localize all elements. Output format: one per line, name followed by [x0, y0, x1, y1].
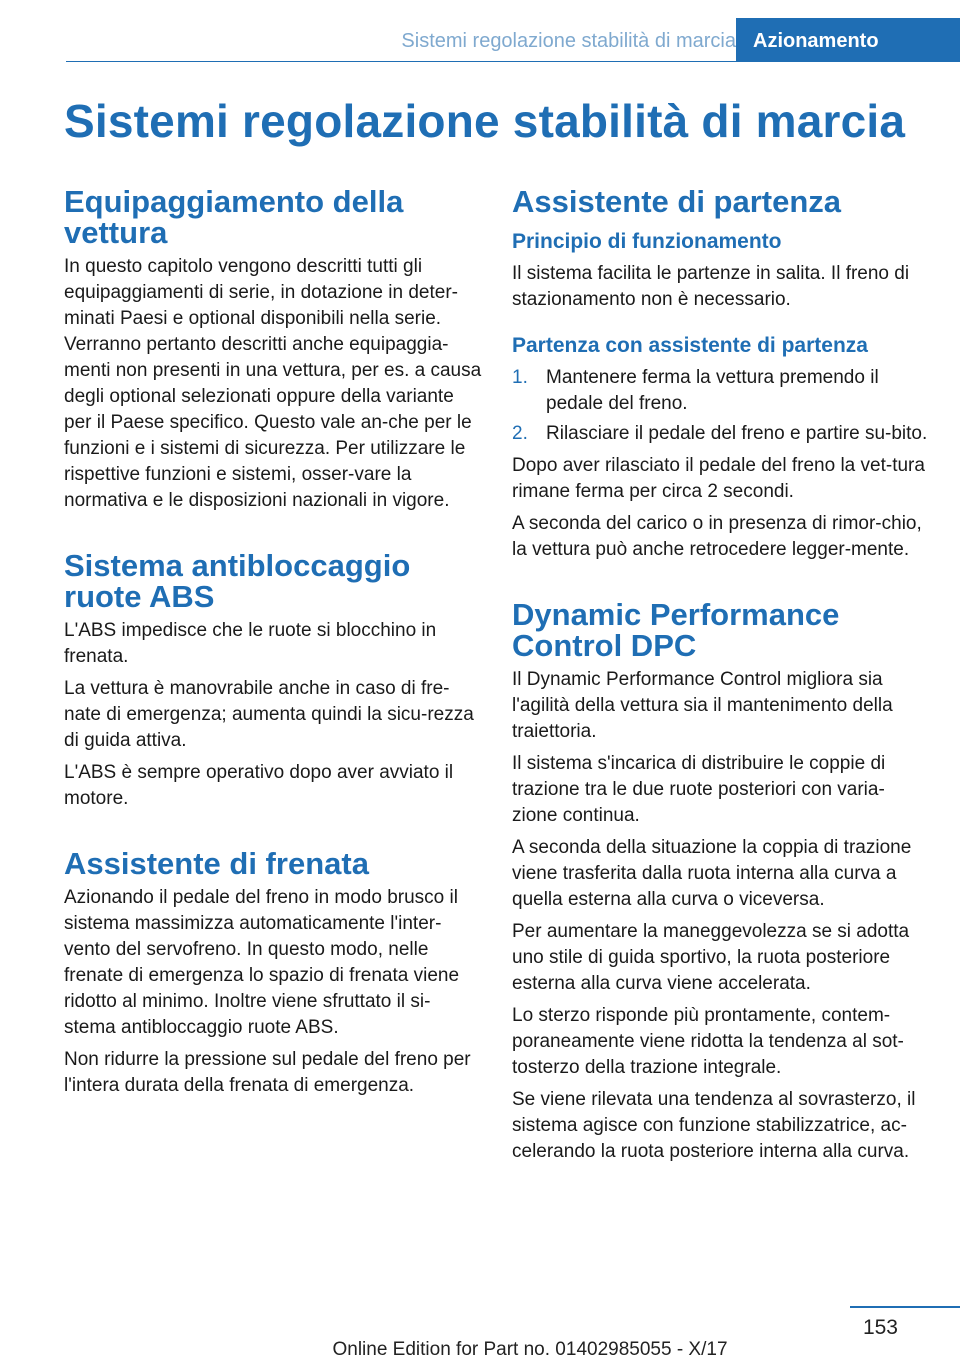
paragraph: Dopo aver rilasciato il pedale del freno la vet-tura rimane ferma per circa 2 secondi. — [512, 455, 925, 502]
paragraph: Il sistema facilita le partenze in salita. Il freno di stazionamento non è necessario. — [512, 263, 910, 310]
step-number: 2. — [512, 423, 528, 444]
header-chapter-tab: Azionamento — [736, 18, 960, 62]
heading-assistente-partenza: Assistente di partenza — [512, 184, 842, 219]
footer-rule — [850, 1306, 960, 1308]
paragraph: A seconda del carico o in presenza di rimor-chio, la vettura può anche retrocedere legger-mente. — [512, 513, 922, 560]
heading-dpc: Dynamic Performance Control DPC — [512, 597, 840, 663]
footer-edition: Online Edition for Part no. 01402985055 - X/17 — [332, 1339, 728, 1360]
paragraph: Per aumentare la maneggevolezza se si adotta uno stile di guida sportivo, la ruota posteriore esterna alla curva viene accelerata. — [512, 921, 910, 994]
paragraph: In questo capitolo vengono descritti tutti gli equipaggiamenti di serie, in dotazione in deter-minati Paesi e optional disponibili nella serie. Verranno pertanto descritti anche equipaggia-menti non presenti in una vettura, per es. a causa degli optional selezionati oppure della variante per il Paese specifico. Questo vale an-che per le funzioni e i sistemi di sicurezza. Per utilizzare le rispettive funzioni e sistemi, osser-vare la normativa e le disposizioni nazionali in vigore. — [64, 256, 482, 511]
subheading-partenza: Partenza con assistente di partenza — [512, 334, 868, 357]
steps-list — [512, 365, 930, 447]
right-column — [512, 186, 930, 1165]
paragraph: Il Dynamic Performance Control migliora sia l'agilità della vettura sia il mantenimento della traiettoria. — [512, 669, 893, 742]
list-item — [512, 421, 930, 447]
paragraph: L'ABS è sempre operativo dopo aver avviato il motore. — [64, 762, 454, 809]
running-header — [66, 18, 960, 62]
heading-equipaggiamento: Equipaggiamento della vettura — [64, 184, 404, 250]
subheading-principio: Principio di funzionamento — [512, 230, 782, 253]
paragraph: Se viene rilevata una tendenza al sovrasterzo, il sistema agisce con funzione stabilizzatrice, ac-celerando la ruota posteriore interna alla curva. — [512, 1089, 916, 1162]
header-rule — [66, 61, 736, 62]
list-item — [512, 365, 930, 417]
paragraph: Lo sterzo risponde più prontamente, contem-poraneamente viene ridotta la tendenza al sot-tosterzo della trazione integrale. — [512, 1005, 904, 1078]
paragraph: A seconda della situazione la coppia di trazione viene trasferita dalla ruota interna alla curva a quella esterna alla curva o viceversa. — [512, 837, 912, 910]
page-title: Sistemi regolazione stabilità di marcia — [64, 95, 906, 147]
step-text: Rilasciare il pedale del freno e partire su-bito. — [546, 423, 928, 444]
heading-assistente-frenata: Assistente di frenata — [64, 846, 369, 881]
header-section-title: Sistemi regolazione stabilità di marcia — [401, 30, 736, 52]
paragraph: Non ridurre la pressione sul pedale del freno per l'intera durata della frenata di emergenza. — [64, 1049, 471, 1096]
paragraph: L'ABS impedisce che le ruote si blocchino in frenata. — [64, 620, 437, 667]
step-text: Mantenere ferma la vettura premendo il pedale del freno. — [546, 367, 879, 414]
page-number: 153 — [862, 1316, 898, 1339]
heading-abs: Sistema antibloccaggio ruote ABS — [64, 548, 411, 614]
paragraph: Azionando il pedale del freno in modo brusco il sistema massimizza automaticamente l'inter-vento del servofreno. In questo modo, nelle frenate di emergenza lo spazio di frenata viene ridotto al minimo. Inoltre viene sfruttato il si-stema antibloccaggio ruote ABS. — [64, 887, 460, 1038]
step-number: 1. — [512, 367, 528, 388]
paragraph: La vettura è manovrabile anche in caso di fre-nate di emergenza; aumenta quindi la sicu-rezza di guida attiva. — [64, 678, 474, 751]
paragraph: Il sistema s'incarica di distribuire le coppie di trazione tra le due ruote posteriori con varia-zione continua. — [512, 753, 886, 826]
left-column — [64, 186, 482, 1099]
